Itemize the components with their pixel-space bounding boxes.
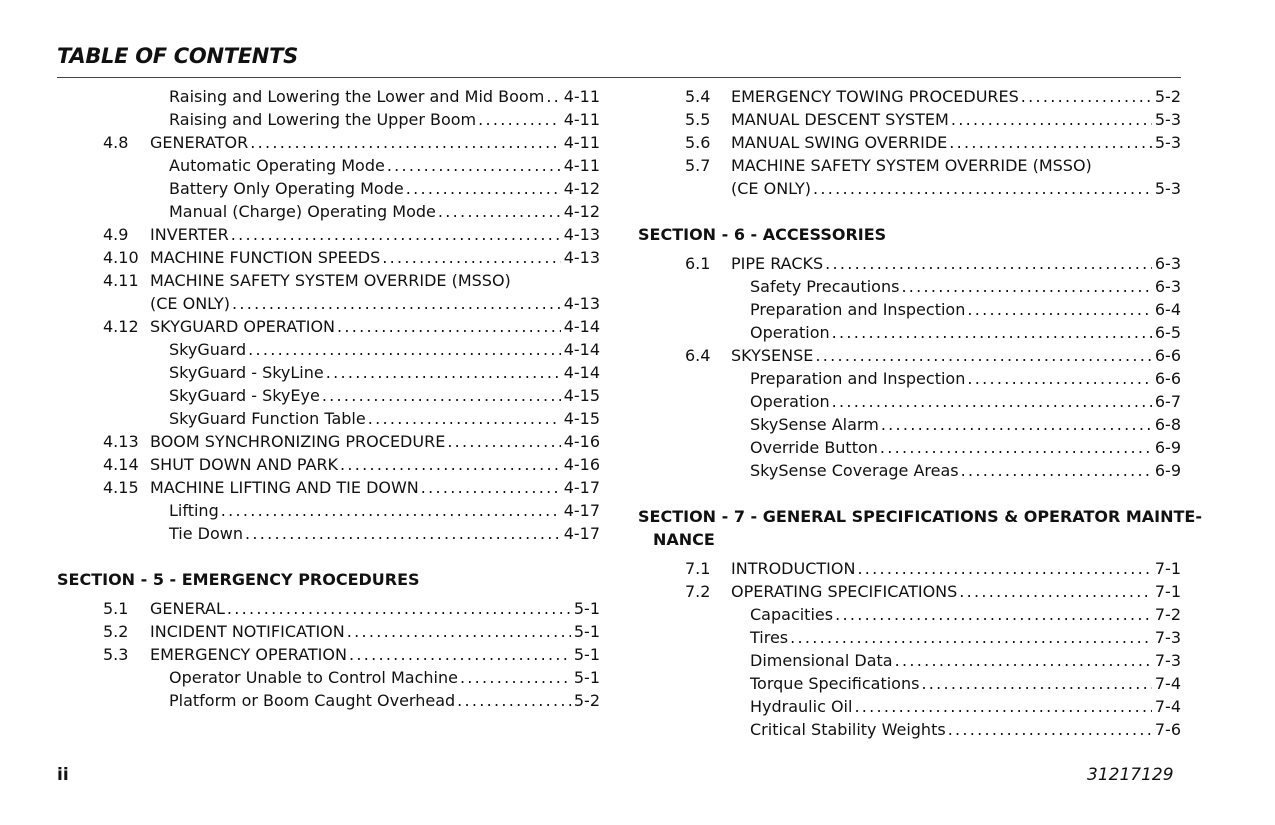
toc-entry[interactable] (638, 672, 1181, 695)
toc-entry[interactable] (638, 413, 1181, 436)
dot-leader (232, 292, 561, 315)
toc-entry[interactable] (638, 154, 1181, 177)
dot-leader (901, 275, 1151, 298)
toc-entry-label: Override Button (750, 438, 878, 457)
toc-entry-label: Capacities (750, 605, 834, 624)
toc-entry-label: MANUAL SWING OVERRIDE (731, 133, 948, 152)
dot-leader (825, 252, 1152, 275)
dot-leader (815, 344, 1152, 367)
toc-entry[interactable] (57, 200, 600, 223)
toc-entry-number: 5.7 (685, 156, 711, 175)
spacer (57, 545, 600, 568)
toc-entry-label: MACHINE LIFTING AND TIE DOWN (150, 478, 419, 497)
toc-column-right (638, 85, 1202, 741)
dot-leader (881, 413, 1152, 436)
toc-entry-page: 7-1 (1152, 580, 1181, 603)
section-heading: SECTION - 5 - EMERGENCY PROCEDURES (57, 570, 420, 589)
toc-entry-label: Tie Down (169, 524, 243, 543)
toc-entry-number: 7.1 (685, 559, 711, 578)
toc-entry[interactable] (57, 476, 600, 499)
toc-column-left (57, 85, 600, 712)
toc-entry[interactable] (57, 597, 600, 620)
toc-entry-page: 6-6 (1152, 344, 1181, 367)
dot-leader (951, 108, 1152, 131)
toc-entry-label: PIPE RACKS (731, 254, 824, 273)
toc-entry-number: 4.8 (103, 133, 129, 152)
toc-entry-number: 6.4 (685, 346, 711, 365)
toc-entry-page: 4-11 (561, 85, 600, 108)
toc-entry[interactable] (57, 223, 600, 246)
section-heading: NANCE (653, 530, 715, 549)
toc-entry-label: (CE ONLY) (731, 179, 811, 198)
toc-entry[interactable] (57, 85, 600, 108)
toc-entry-label: SkyGuard Function Table (169, 409, 366, 428)
toc-entry-label: SKYGUARD OPERATION (150, 317, 336, 336)
toc-entry-label: Tires (750, 628, 789, 647)
toc-entry-label: SkyGuard (169, 340, 247, 359)
toc-entry-number: 5.5 (685, 110, 711, 129)
toc-entry-page: 4-11 (561, 108, 600, 131)
toc-entry[interactable] (57, 269, 600, 292)
toc-entry[interactable] (638, 108, 1181, 131)
toc-entry-label: Torque Specifications (750, 674, 920, 693)
toc-entry-label: Operation (750, 392, 830, 411)
document-number: 31217129 (1087, 765, 1174, 785)
toc-entry-label: MANUAL DESCENT SYSTEM (731, 110, 949, 129)
dot-leader (382, 246, 560, 269)
toc-entry-page: 5-3 (1152, 177, 1181, 200)
toc-entry-page: 6-9 (1152, 436, 1181, 459)
toc-entry-label: Preparation and Inspection (750, 369, 966, 388)
toc-entry-page: 4-11 (561, 131, 600, 154)
toc-entry[interactable] (638, 626, 1181, 649)
toc-entry-label: Safety Precautions (750, 277, 900, 296)
dot-leader (322, 384, 561, 407)
toc-entry-label: SkyGuard - SkyLine (169, 363, 324, 382)
dot-leader (438, 200, 561, 223)
toc-entry-label: SKYSENSE (731, 346, 814, 365)
dot-leader (857, 557, 1151, 580)
toc-entry-page: 4-16 (561, 430, 600, 453)
toc-entry[interactable] (57, 177, 600, 200)
dot-leader (967, 367, 1152, 390)
toc-entry-label: GENERATOR (150, 133, 249, 152)
toc-entry-number: 5.6 (685, 133, 711, 152)
toc-entry-number: 4.13 (103, 432, 139, 451)
toc-entry-label: Raising and Lowering the Upper Boom (169, 110, 477, 129)
dot-leader (949, 131, 1152, 154)
dot-leader (248, 338, 561, 361)
dot-leader (250, 131, 560, 154)
toc-entry-label: INVERTER (150, 225, 229, 244)
dot-leader (835, 603, 1152, 626)
toc-entry-page: 7-4 (1152, 695, 1181, 718)
toc-entry[interactable] (57, 689, 600, 712)
toc-entry-label: Raising and Lowering the Lower and Mid Boom (169, 87, 545, 106)
toc-entry-label: Platform or Boom Caught Overhead (169, 691, 456, 710)
dot-leader (227, 597, 571, 620)
toc-entry[interactable] (638, 603, 1181, 626)
toc-entry[interactable] (638, 344, 1181, 367)
toc-entry-page: 4-12 (561, 177, 600, 200)
toc-entry-page: 4-14 (561, 315, 600, 338)
toc-entry[interactable] (638, 390, 1181, 413)
toc-entry-label: Dimensional Data (750, 651, 893, 670)
toc-entry-page: 5-3 (1152, 131, 1181, 154)
dot-leader (832, 390, 1152, 413)
toc-entry-page: 5-1 (571, 597, 600, 620)
toc-entry[interactable] (638, 85, 1181, 108)
dot-leader (337, 315, 561, 338)
dot-leader (854, 695, 1151, 718)
toc-entry[interactable] (57, 666, 600, 689)
toc-entry-page: 6-8 (1152, 413, 1181, 436)
toc-entry-number: 4.10 (103, 248, 139, 267)
toc-entry-label: Operator Unable to Control Machine (169, 668, 458, 687)
dot-leader (347, 620, 571, 643)
spacer (638, 200, 1181, 223)
toc-entry[interactable] (638, 580, 1181, 603)
toc-entry-label: INCIDENT NOTIFICATION (150, 622, 345, 641)
toc-entry-page: 6-9 (1152, 459, 1181, 482)
toc-entry-page: 4-14 (561, 361, 600, 384)
toc-entry-page: 5-3 (1152, 108, 1181, 131)
toc-entry[interactable] (638, 252, 1181, 275)
toc-entry-page: 4-17 (561, 522, 600, 545)
toc-entry[interactable] (638, 275, 1181, 298)
toc-entry-page: 6-4 (1152, 298, 1181, 321)
dot-leader (967, 298, 1152, 321)
toc-entry-page: 5-2 (1152, 85, 1181, 108)
toc-entry[interactable] (57, 522, 600, 545)
toc-entry[interactable] (638, 557, 1181, 580)
toc-entry-page: 6-7 (1152, 390, 1181, 413)
toc-entry-label: Critical Stability Weights (750, 720, 946, 739)
toc-entry-page: 6-3 (1152, 275, 1181, 298)
toc-entry-label: Manual (Charge) Operating Mode (169, 202, 436, 221)
toc-entry-number: 4.12 (103, 317, 139, 336)
toc-entry[interactable] (57, 407, 600, 430)
toc-entry-page: 7-6 (1152, 718, 1181, 741)
spacer (638, 482, 1181, 505)
dot-leader (387, 154, 561, 177)
toc-entry[interactable] (57, 361, 600, 384)
dot-leader (478, 108, 561, 131)
toc-entry-page: 7-1 (1152, 557, 1181, 580)
toc-entry[interactable] (57, 338, 600, 361)
toc-entry-page: 7-4 (1152, 672, 1181, 695)
toc-entry-page: 4-14 (561, 338, 600, 361)
dot-leader (231, 223, 561, 246)
toc-entry-page: 4-15 (561, 384, 600, 407)
section-heading: SECTION - 7 - GENERAL SPECIFICATIONS & OPERATOR MAINTE- (638, 507, 1202, 526)
toc-entry-number: 5.4 (685, 87, 711, 106)
toc-entry-page: 5-2 (571, 689, 600, 712)
toc-entry-label: Lifting (169, 501, 219, 520)
toc-entry-label: OPERATING SPECIFICATIONS (731, 582, 958, 601)
toc-entry-number: 4.14 (103, 455, 139, 474)
dot-leader (221, 499, 561, 522)
toc-entry-label: Hydraulic Oil (750, 697, 853, 716)
toc-entry-label: SkyGuard - SkyEye (169, 386, 320, 405)
toc-entry-label: SkySense Coverage Areas (750, 461, 959, 480)
toc-entry-number: 5.3 (103, 645, 129, 664)
toc-entry[interactable] (638, 367, 1181, 390)
dot-leader (406, 177, 561, 200)
toc-entry[interactable] (57, 453, 600, 476)
toc-entry-page: 4-17 (561, 499, 600, 522)
page-title: TABLE OF CONTENTS (57, 44, 298, 68)
dot-leader (349, 643, 571, 666)
toc-entry[interactable] (57, 154, 600, 177)
toc-entry[interactable] (638, 321, 1181, 344)
dot-leader (961, 459, 1152, 482)
toc-entry-label: SHUT DOWN AND PARK (150, 455, 339, 474)
toc-entry-page: 4-13 (561, 223, 600, 246)
toc-entry[interactable] (57, 108, 600, 131)
toc-entry[interactable] (638, 718, 1181, 741)
toc-entry[interactable] (57, 292, 600, 315)
dot-leader (340, 453, 561, 476)
dot-leader (813, 177, 1152, 200)
toc-entry[interactable] (638, 177, 1181, 200)
header-rule (57, 77, 1181, 78)
toc-entry[interactable] (57, 131, 600, 154)
toc-entry-number: 4.15 (103, 478, 139, 497)
section-heading: SECTION - 6 - ACCESSORIES (638, 225, 887, 244)
toc-entry-label: MACHINE SAFETY SYSTEM OVERRIDE (MSSO) (731, 156, 1092, 175)
toc-entry-page: 5-1 (571, 620, 600, 643)
dot-leader (421, 476, 561, 499)
dot-leader (368, 407, 561, 430)
toc-entry-page: 6-5 (1152, 321, 1181, 344)
toc-entry-label: MACHINE SAFETY SYSTEM OVERRIDE (MSSO) (150, 271, 511, 290)
toc-entry-page: 7-3 (1152, 626, 1181, 649)
dot-leader (921, 672, 1151, 695)
toc-entry[interactable] (638, 436, 1181, 459)
dot-leader (245, 522, 561, 545)
toc-entry[interactable] (57, 620, 600, 643)
toc-entry-number: 6.1 (685, 254, 711, 273)
toc-entry[interactable] (57, 499, 600, 522)
dot-leader (895, 649, 1152, 672)
toc-entry-page: 6-3 (1152, 252, 1181, 275)
toc-entry-label: SkySense Alarm (750, 415, 879, 434)
toc-entry-page: 4-13 (561, 246, 600, 269)
dot-leader (959, 580, 1152, 603)
toc-entry-number: 4.9 (103, 225, 129, 244)
toc-entry[interactable] (57, 643, 600, 666)
toc-entry-label: INTRODUCTION (731, 559, 856, 578)
toc-entry-number: 7.2 (685, 582, 711, 601)
dot-leader (880, 436, 1152, 459)
toc-entry[interactable] (57, 246, 600, 269)
toc-entry-number: 5.2 (103, 622, 129, 641)
toc-entry-label: Battery Only Operating Mode (169, 179, 404, 198)
toc-entry-page: 4-12 (561, 200, 600, 223)
toc-entry-label: EMERGENCY TOWING PROCEDURES (731, 87, 1019, 106)
dot-leader (1021, 85, 1152, 108)
toc-entry-label: Operation (750, 323, 830, 342)
toc-entry-label: EMERGENCY OPERATION (150, 645, 347, 664)
toc-entry[interactable] (638, 695, 1181, 718)
toc-entry[interactable] (638, 131, 1181, 154)
toc-entry[interactable] (638, 649, 1181, 672)
toc-entry-label: GENERAL (150, 599, 225, 618)
toc-entry[interactable] (638, 298, 1181, 321)
dot-leader (948, 718, 1152, 741)
toc-entry-page: 5-1 (571, 643, 600, 666)
toc-entry-label: Automatic Operating Mode (169, 156, 385, 175)
dot-leader (457, 689, 571, 712)
toc-entry-label: BOOM SYNCHRONIZING PROCEDURE (150, 432, 446, 451)
toc-entry-number: 5.1 (103, 599, 129, 618)
toc-entry[interactable] (57, 315, 600, 338)
toc-entry[interactable] (57, 430, 600, 453)
toc-entry[interactable] (638, 459, 1181, 482)
page-number: ii (57, 765, 69, 785)
dot-leader (460, 666, 571, 689)
dot-leader (790, 626, 1152, 649)
toc-entry-page: 4-11 (561, 154, 600, 177)
toc-entry-page: 4-16 (561, 453, 600, 476)
toc-entry-number: 4.11 (103, 271, 139, 290)
dot-leader (447, 430, 560, 453)
toc-entry-label: (CE ONLY) (150, 294, 230, 313)
toc-entry-page: 7-3 (1152, 649, 1181, 672)
dot-leader (326, 361, 561, 384)
toc-entry-page: 4-17 (561, 476, 600, 499)
toc-entry-page: 7-2 (1152, 603, 1181, 626)
dot-leader (546, 85, 560, 108)
toc-entry[interactable] (57, 384, 600, 407)
toc-entry-page: 4-13 (561, 292, 600, 315)
toc-entry-label: Preparation and Inspection (750, 300, 966, 319)
toc-entry-page: 6-6 (1152, 367, 1181, 390)
toc-entry-page: 5-1 (571, 666, 600, 689)
dot-leader (832, 321, 1152, 344)
toc-entry-page: 4-15 (561, 407, 600, 430)
toc-entry-label: MACHINE FUNCTION SPEEDS (150, 248, 381, 267)
